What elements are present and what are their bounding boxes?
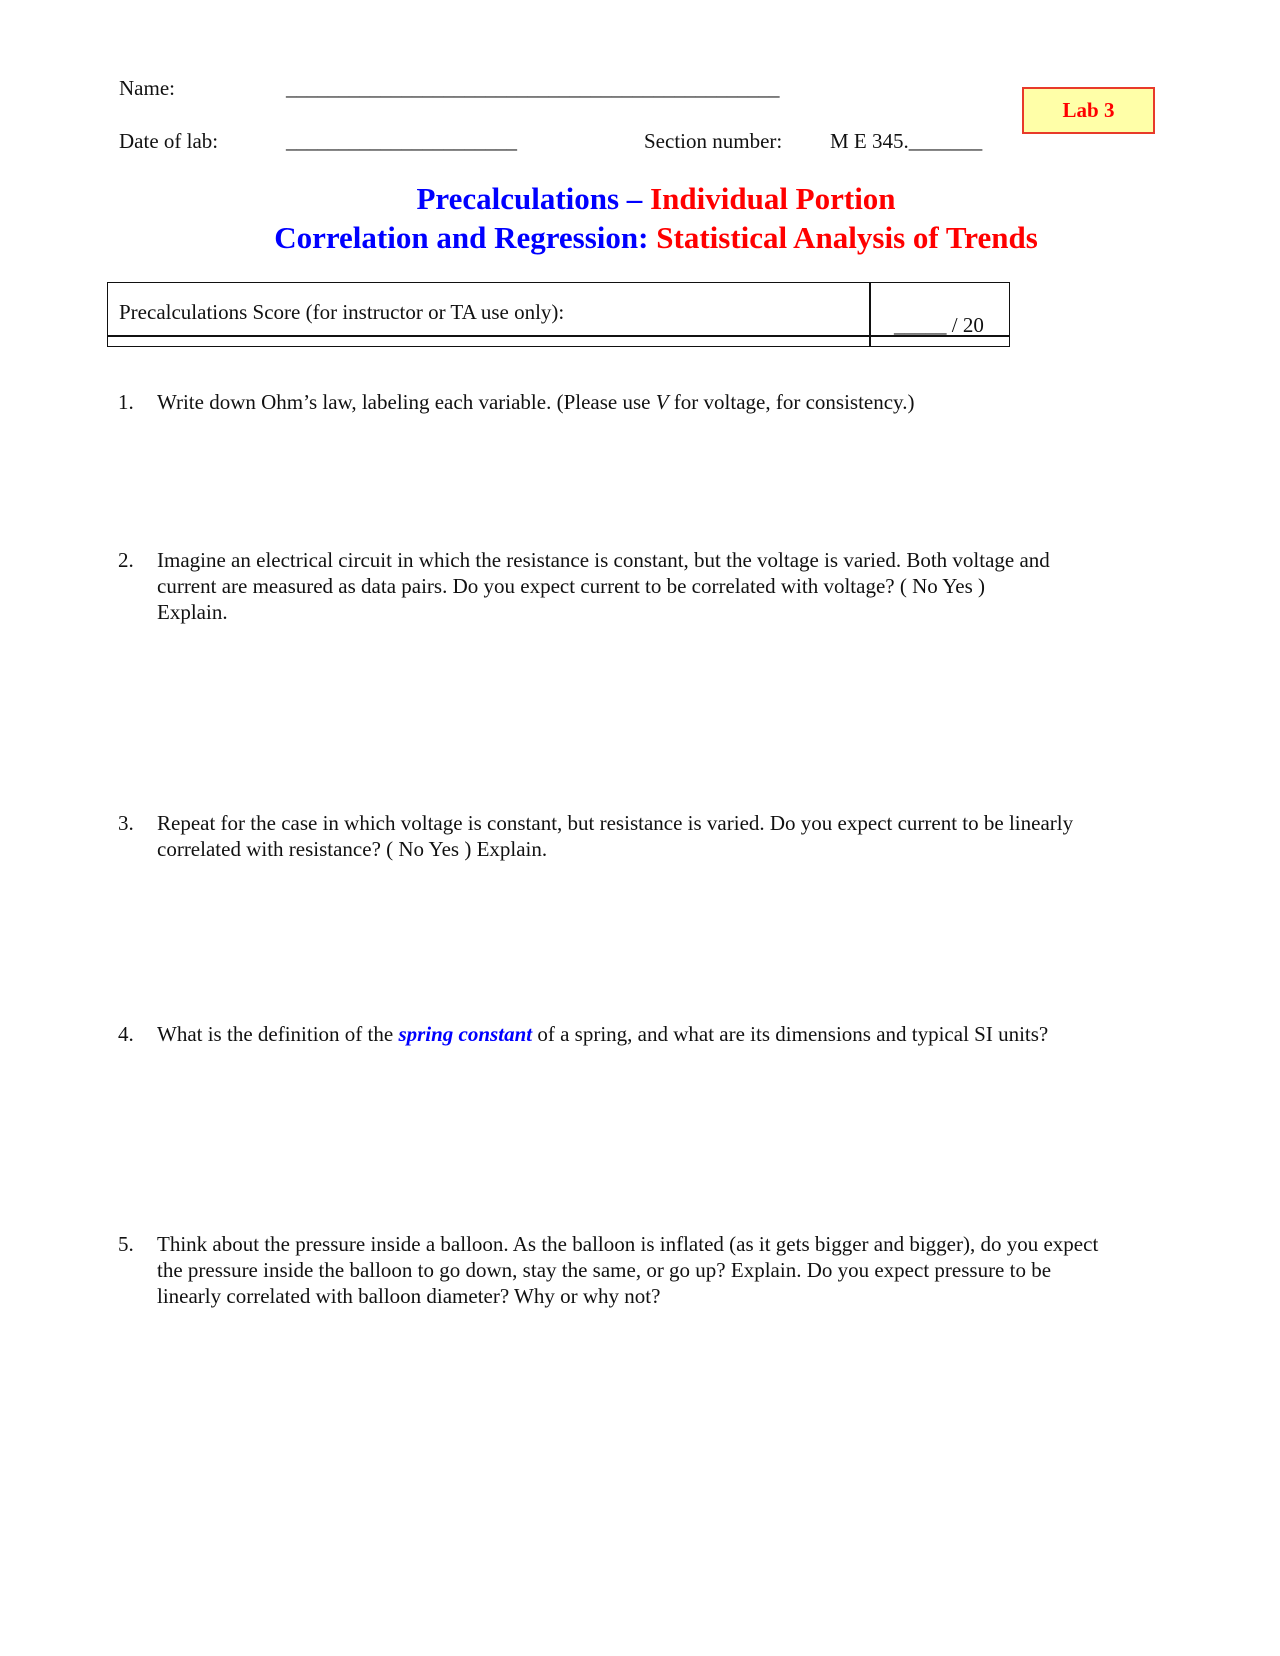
question-number: 4. [118,1022,134,1046]
question-number: 2. [118,548,134,572]
score-box [107,282,1010,347]
question-line: Repeat for the case in which voltage is constant, but resistance is varied. Do you expect current to be linearly [157,811,1074,835]
date-blank[interactable]: ______________________ [286,129,517,153]
section-label: Section number: [644,129,783,153]
lab-badge: Lab 3 [1022,87,1155,134]
question-number: 3. [118,811,134,835]
question-line: Explain. [157,600,228,624]
question-line: linearly correlated with balloon diameter? Why or why not? [157,1284,661,1308]
question-text [157,389,1197,415]
question-text-part: for voltage, for consistency.) [668,390,915,414]
score-box-rule [108,335,1009,337]
question-text [157,547,1197,625]
question-text-part: What is the definition of the [157,1022,399,1046]
question-text-part: Write down Ohm’s law, labeling each variable. (Please use [157,390,656,414]
question-text [157,1021,1197,1047]
title-line-2 [0,219,1280,257]
title-line-1 [0,180,1280,218]
name-label: Name: [119,76,175,100]
question-line: the pressure inside the balloon to go down, stay the same, or go up? Explain. Do you expect pressure to be [157,1258,1052,1282]
title-line-1-blue: Precalculations – [416,181,651,216]
question-line: correlated with resistance? ( No Yes ) Explain. [157,837,548,861]
score-value[interactable]: _____ / 20 [894,313,984,337]
title-line-1-red: Individual Portion [650,181,896,216]
name-blank[interactable]: _______________________________________________ [286,76,780,100]
title-line-2-red: Statistical Analysis of Trends [656,220,1038,255]
score-label: Precalculations Score (for instructor or TA use only): [119,300,565,324]
question-number: 5. [118,1232,134,1256]
question-line: Think about the pressure inside a balloon. As the balloon is inflated (as it gets bigger and bigger), do you expect [157,1232,1099,1256]
voltage-variable: V [655,390,669,414]
section-value[interactable]: M E 345._______ [830,129,983,153]
question-text [157,1231,1197,1309]
score-box-divider [869,283,871,346]
title-line-2-blue: Correlation and Regression: [274,220,657,255]
question-text-part: of a spring, and what are its dimensions and typical SI units? [532,1022,1049,1046]
question-text [157,810,1197,862]
spring-constant-term: spring constant [398,1022,533,1046]
question-line: current are measured as data pairs. Do you expect current to be correlated with voltage? ( No Yes ) [157,574,986,598]
date-label: Date of lab: [119,129,219,153]
question-number: 1. [118,390,134,414]
question-line: Imagine an electrical circuit in which the resistance is constant, but the voltage is varied. Both voltage and [157,548,1050,572]
